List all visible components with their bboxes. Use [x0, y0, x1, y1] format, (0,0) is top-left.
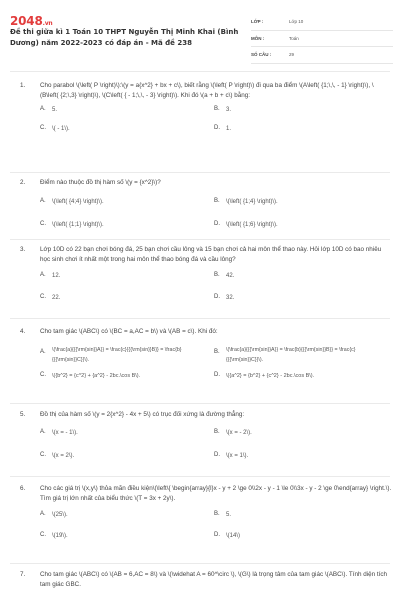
option-b[interactable]: B. \(\frac{a}{{{\rm{sin}}A}} = \frac{b}{{{\rm{sin}}B}} = \frac{c}{{{\rm{sin}}C}}\). [214, 346, 356, 363]
question-number: 2. [20, 179, 26, 186]
option-a[interactable]: A. \(25\). [40, 511, 68, 519]
divider [10, 318, 390, 319]
option-c[interactable]: C. \( - 1\). [40, 125, 70, 133]
option-c[interactable]: C. \(\left( {1;1} \right)\). [40, 220, 104, 228]
question-5 [10, 410, 392, 461]
option-c[interactable]: C. \(19\). [40, 532, 68, 540]
question-text: Cho các giá trị \(x,y\) thỏa mãn điều kiện\(\left\{ \begin{array}{l}x - y + 2 \ge 0\\2x - y - 1 \le 0\\3x - y - 2 \ge 0\end{array} \right.\). Tìm giá trị lớn nhất của biểu thức \(T = 3x + 2y\). [40, 485, 392, 502]
divider [10, 71, 390, 72]
question-6 [10, 484, 392, 541]
option-a[interactable]: A. \(\left( {4;4} \right)\). [40, 197, 104, 205]
header [0, 0, 400, 70]
question-1 [10, 81, 392, 134]
option-a[interactable]: A. \(\frac{a}{{{\rm{sin}}A}} = \frac{c}{{{\rm{sin}}B}} = \frac{b}{{{\rm{sin}}C}}\). [40, 346, 182, 363]
meta-value: Toán [289, 35, 299, 41]
option-d[interactable]: D. 32. [214, 294, 235, 302]
option-b[interactable]: B. \(\left( {1;4} \right)\). [214, 197, 278, 205]
question-text: Cho tam giác \(ABC\) có \(AB = 6,AC = 8\) và \(\widehat A = 60^\circ \), \(G\) là trọng tâm của tam giác \(ABC\). Tính diện tích tam giác GBC. [40, 571, 388, 588]
question-2 [10, 178, 392, 230]
meta-key: SỐ CÂU : [251, 52, 272, 58]
divider [10, 172, 390, 173]
exam-meta [251, 14, 393, 64]
question-text: Cho parabol \(\left( P \right)\):\(y = a{x^2} + bx + c\), biết rằng \(\left( P \right)\) đi qua ba điểm \(A\left( {1;\,\, - 1} \right)\), \(B\left( {2;\,3} \right)\), \(C\left( { - 1;\,\, - 3} \right)\). Khi đó \(a + b + c\) bằng: [40, 82, 374, 99]
option-d[interactable]: D. \(14\) [214, 532, 241, 540]
divider [10, 476, 390, 477]
question-number: 3. [20, 246, 26, 253]
meta-row-count [251, 47, 393, 64]
question-text: Cho tam giác \(ABC\) có \(BC = a,AC = b\) và \(AB = c\). Khi đó: [40, 328, 218, 335]
divider [10, 239, 390, 240]
option-c[interactable]: C. \({b^2} = {c^2} + {a^2} - 2bc.\cos B\). [40, 371, 141, 379]
exam-title: Đề thi giữa kì 1 Toán 10 THPT Nguyễn Thị Minh Khai (Bình Dương) năm 2022-2023 có đáp án - Mã đề 238 [10, 28, 239, 47]
option-d[interactable]: D. 1. [214, 125, 232, 133]
meta-row-class [251, 14, 393, 31]
question-number: 1. [20, 82, 26, 89]
divider [10, 403, 390, 404]
option-d[interactable]: D. \({a^2} = {b^2} + {c^2} - 2bc.\cos B\). [214, 371, 315, 379]
option-b[interactable]: B. 5. [214, 511, 232, 519]
option-b[interactable]: B. 3. [214, 106, 232, 114]
question-7 [10, 570, 392, 589]
question-3 [10, 245, 392, 303]
meta-row-subject [251, 31, 393, 48]
site-logo[interactable]: 2048.vn [10, 14, 53, 28]
meta-value: 29 [289, 52, 295, 58]
question-4 [10, 327, 392, 381]
question-number: 7. [20, 571, 26, 578]
question-number: 6. [20, 485, 26, 492]
meta-key: LỚP : [251, 19, 264, 25]
option-a[interactable]: A. 5. [40, 106, 58, 114]
option-a[interactable]: A. 12. [40, 272, 61, 280]
option-b[interactable]: B. 42. [214, 272, 235, 280]
option-c[interactable]: C. 22. [40, 294, 61, 302]
question-text: Lớp 10D có 22 bạn chơi bóng đá, 25 bạn chơi cầu lông và 15 bạn chơi cả hai môn thể thao này. Hỏi lớp 10D có bao nhiêu học sinh chơi ít nhất một trong hai môn thể thao bóng đá và cầu lông? [40, 246, 382, 263]
divider [10, 563, 390, 564]
option-d[interactable]: D. \(\left( {1;6} \right)\). [214, 220, 278, 228]
option-c[interactable]: C. \(x = 2\). [40, 451, 75, 459]
option-d[interactable]: D. \(x = 1\). [214, 451, 249, 459]
meta-value: Lớp 10 [289, 19, 304, 25]
option-a[interactable]: A. \(x = - 1\). [40, 428, 78, 436]
question-text: Điểm nào thuộc đồ thị hàm số \(y = {x^2}\)? [40, 179, 161, 186]
question-number: 4. [20, 328, 26, 335]
meta-key: MÔN : [251, 35, 265, 41]
question-text: Đồ thị của hàm số \(y = 2{x^2} - 4x + 5\) có trục đối xứng là đường thẳng: [40, 411, 245, 418]
option-b[interactable]: B. \(x = - 2\). [214, 428, 252, 436]
question-number: 5. [20, 411, 26, 418]
